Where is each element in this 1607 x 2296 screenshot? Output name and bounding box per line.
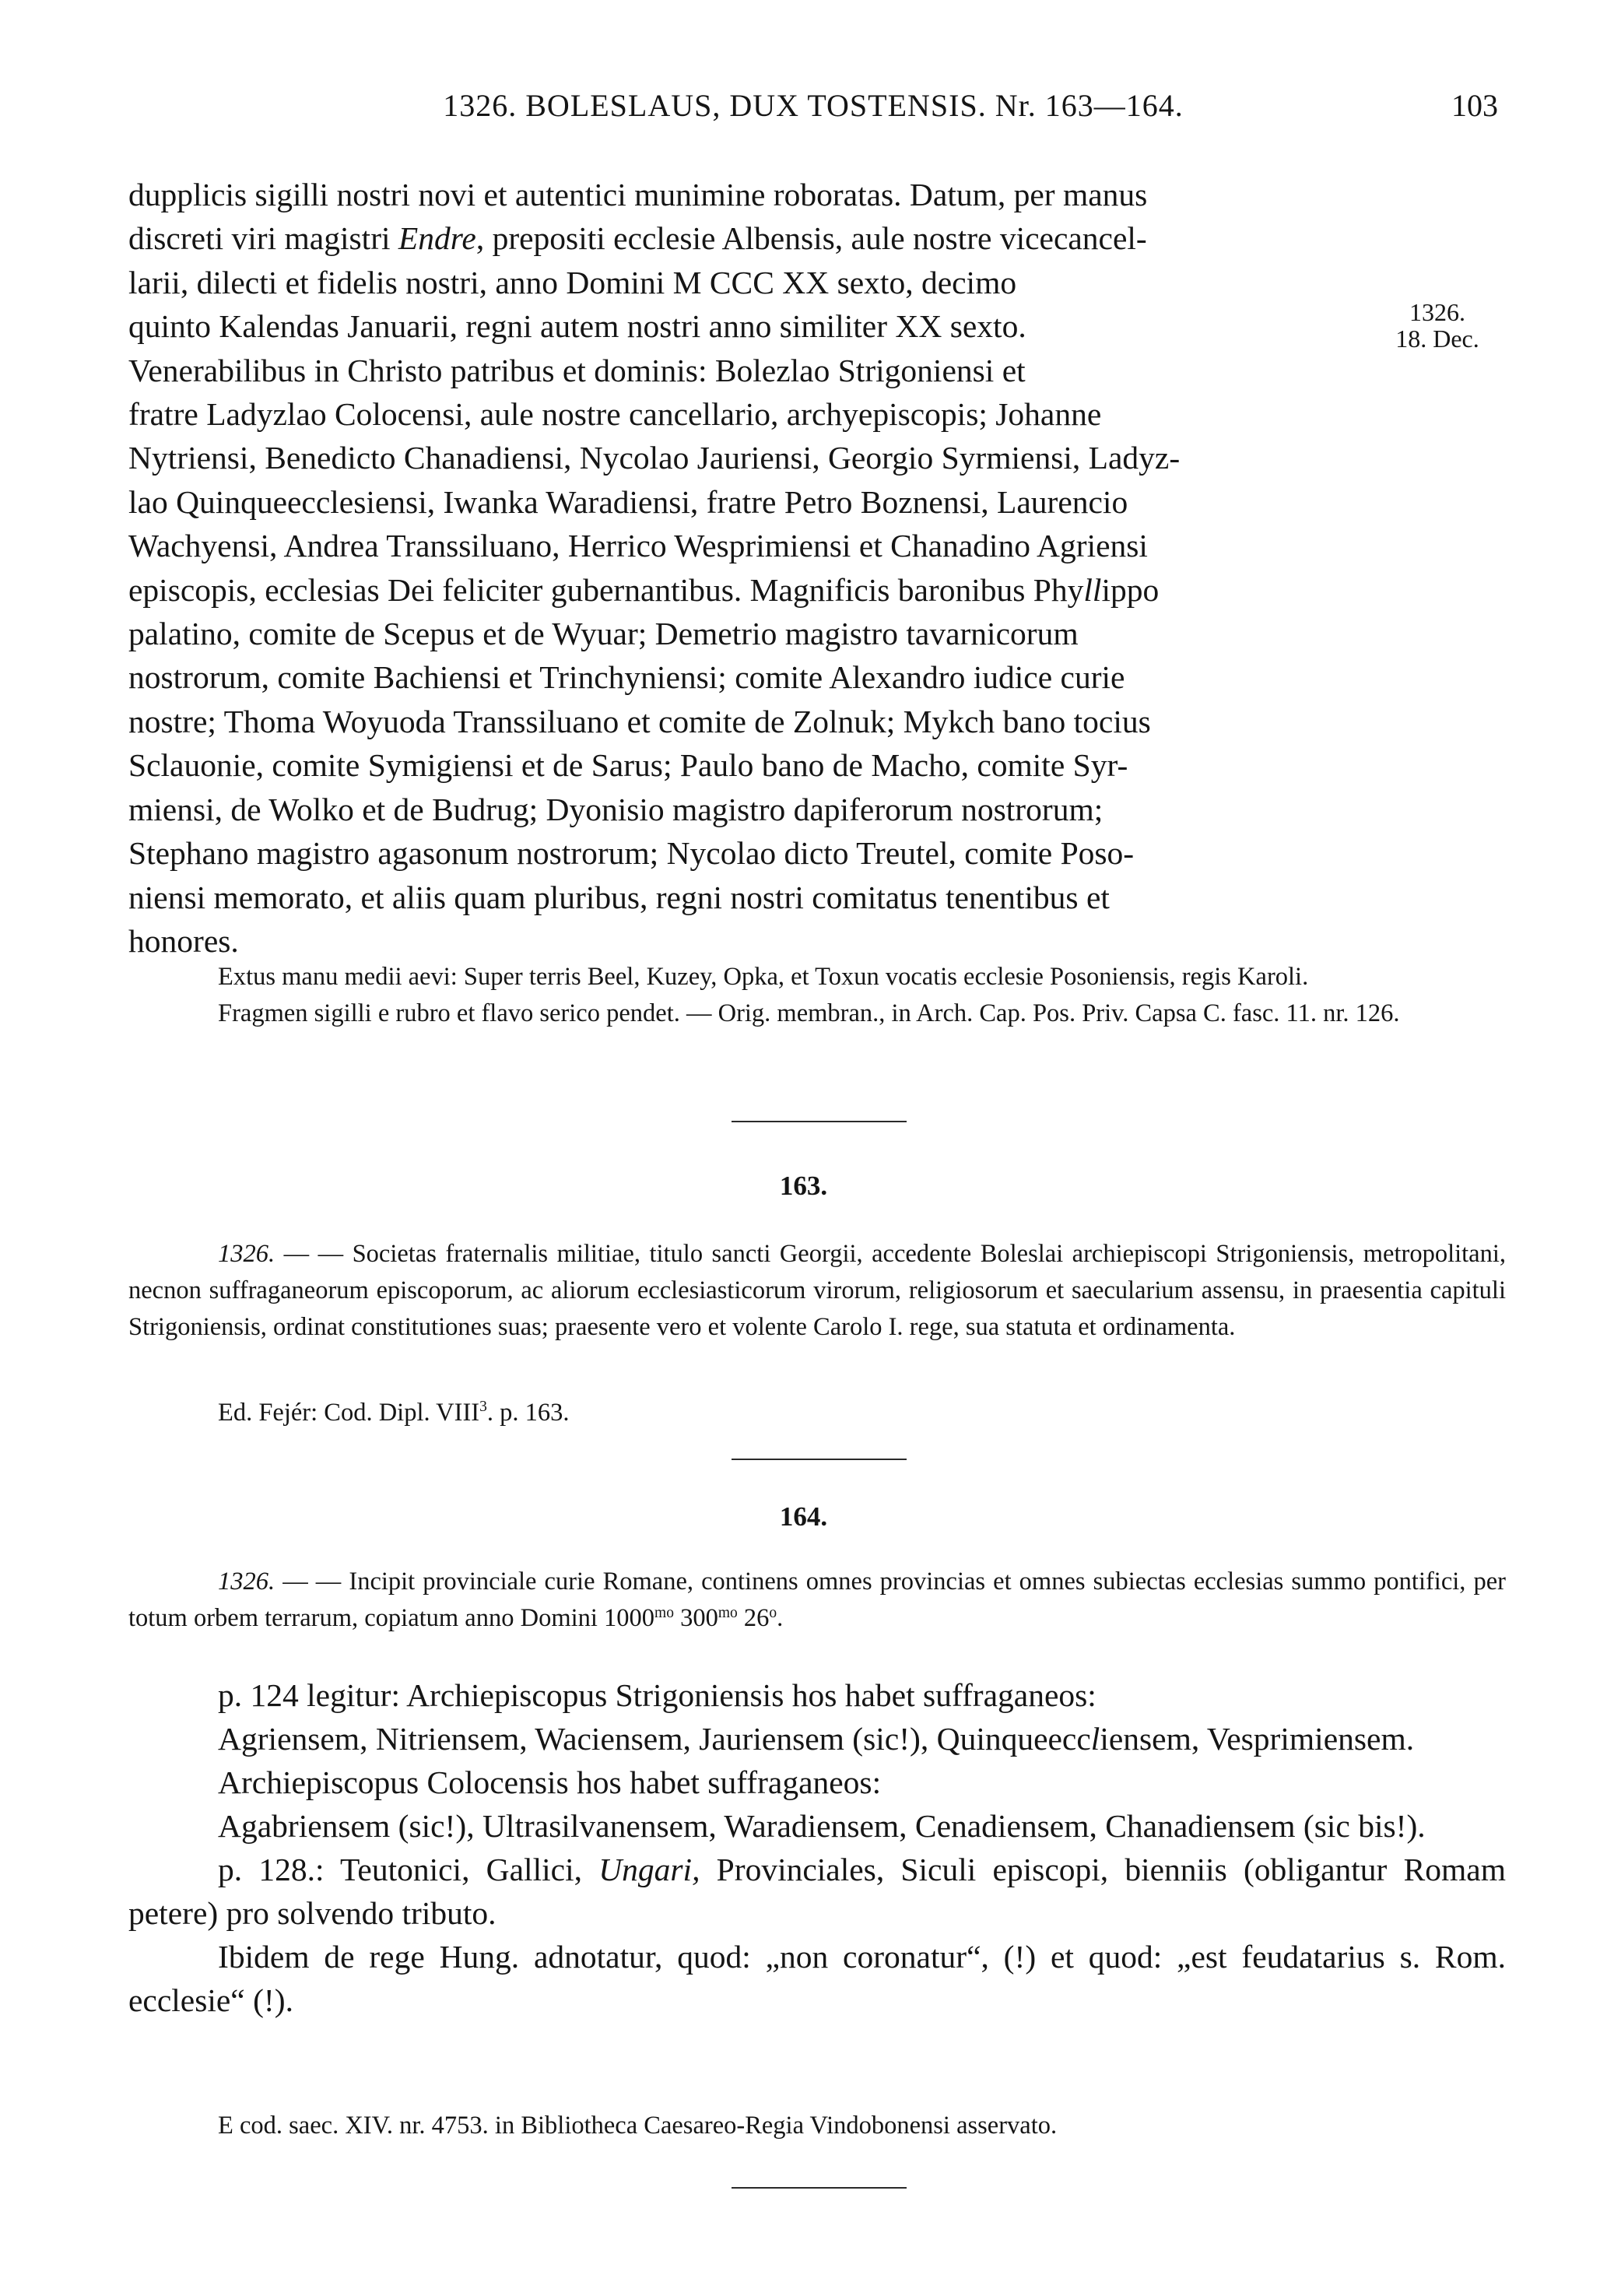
excerpt-line: Agriensem, Nitriensem, Waciensem, Jauriensem (sic!), Quinqueeccliensem, Vesprimiensem. — [218, 1721, 1415, 1757]
running-title: 1326. BOLESLAUS, DUX TOSTENSIS. Nr. 163—164. — [443, 88, 1184, 123]
regest-163: 1326. — — Societas fraternalis militiae, titulo sancti Georgii, accedente Boleslai archiepiscopi Strigoniensis, metropolitani, necnon suffraganeorum episcoporum, ac aliorum ecclesiasticorum virorum, religiosorum et saecularium assensu, in praesentia capituli Strigoniensis, ordinat constitutiones suas; praesente vero et volente Carolo I. rege, sua statuta et ordinamenta. — [128, 1240, 1506, 1341]
edition-163: Ed. Fejér: Cod. Dipl. VIII$^3$. p. 163. — [218, 1399, 570, 1427]
text-line: nostrorum, comite Bachiensi et Trinchyniensi; comite Alexandro iudice curie — [128, 659, 1125, 696]
document-number-164: 164. — [779, 1501, 828, 1532]
text-line: Venerabilibus in Christo patribus et dominis: Bolezlao Strigoniensi et — [128, 352, 1026, 388]
text-line: Nytriensi, Benedicto Chanadiensi, Nycolao Jauriensi, Georgio Syrmiensi, Ladyz- — [128, 440, 1181, 476]
seal-note: Fragmen sigilli e rubro et flavo serico pendet. — Orig. membran., in Arch. Cap. Pos. Priv. Capsa C. fasc. 11. nr. 126. — [218, 999, 1400, 1027]
text-line: niensi memorato, et aliis quam pluribus, regni nostri comitatus tenentibus et — [128, 879, 1110, 915]
regest-date: 1326. — [218, 1240, 275, 1268]
text-line: quinto Kalendas Januarii, regni autem nostri anno similiter XX sexto. — [128, 308, 1026, 345]
source-note-164: E cod. saec. XIV. nr. 4753. in Bibliotheca Caesareo-Regia Vindobonensi asservato. — [218, 2112, 1058, 2140]
page-number: 103 — [1451, 88, 1498, 123]
text-line: honores. — [128, 922, 239, 959]
excerpt-line: p. 124 legitur: Archiepiscopus Strigoniensis hos habet suffraganeos: — [218, 1677, 1096, 1713]
regest-164: 1326. — — Incipit provinciale curie Romane, continens omnes provincias et omnes subiectas ecclesias summo pontifici, per totum orbem terrarum, copiatum anno Domini $1000^{mo}$ $300^{mo}$ 26$^o$. — [128, 1568, 1506, 1632]
margin-date-year: 1326. — [1409, 298, 1465, 326]
excerpt-line: Ibidem de rege Hung. adnotatur, quod: „non coronatur“, (!) et quod: „est feudatarius s. Rom. ecclesie“ (!). — [128, 1939, 1506, 2018]
text-line: fratre Ladyzlao Colocensi, aule nostre cancellario, archyepiscopis; Johanne — [128, 396, 1102, 433]
section-divider — [732, 2187, 907, 2189]
text-line: Sclauonie, comite Symigiensi et de Sarus; Paulo bano de Macho, comite Syr- — [128, 747, 1128, 784]
text-line: larii, dilecti et fidelis nostri, anno Domini M CCC XX sexto, decimo — [128, 264, 1017, 300]
text-line: Wachyensi, Andrea Transsiluano, Herrico Wesprimiensi et Chanadino Agriensi — [128, 528, 1148, 564]
text-line: discreti viri magistri Endre, prepositi ecclesie Albensis, aule nostre vicecancel- — [128, 220, 1147, 257]
text-line: dupplicis sigilli nostri novi et autentici munimine roboratas. Datum, per manus — [128, 177, 1148, 212]
document-number-163: 163. — [779, 1171, 828, 1201]
section-divider — [732, 1459, 907, 1460]
text-line: nostre; Thoma Woyuoda Transsiluano et comite de Zolnuk; Mykch bano tocius — [128, 703, 1151, 739]
charter-text — [128, 173, 1506, 963]
excerpt-line: Archiepiscopus Colocensis hos habet suffraganeos: — [218, 1764, 882, 1800]
text-line: Stephano magistro agasonum nostrorum; Nycolao dicto Treutel, comite Poso- — [128, 835, 1135, 872]
excerpt-line: Agabriensem (sic!), Ultrasilvanensem, Waradiensem, Cenadiensem, Chanadiensem (sic bis!). — [218, 1808, 1426, 1844]
text-line: palatino, comite de Scepus et de Wyuar; Demetrio magistro tavarnicorum — [128, 616, 1079, 652]
charter-notes — [128, 959, 1506, 1032]
text-line: miensi, de Wolko et de Budrug; Dyonisio magistro dapiferorum nostrorum; — [128, 791, 1103, 827]
margin-date-day: 18. Dec. — [1395, 325, 1479, 353]
page-header — [128, 87, 1498, 134]
italic-name: Endre — [398, 220, 476, 257]
regest-date: 1326. — [218, 1568, 275, 1596]
excerpt-line: p. 128.: Teutonici, Gallici, Ungari, Provinciales, Siculi episcopi, bienniis (obligantur Romam petere) pro solvendo tributo. — [128, 1852, 1506, 1931]
text-line: episcopis, ecclesias Dei feliciter gubernantibus. Magnificis baronibus Phyllippo — [128, 571, 1160, 608]
dorsal-note: Extus manu medii aevi: Super terris Beel, Kuzey, Opka, et Toxun vocatis ecclesie Posoniensis, regis Karoli. — [218, 963, 1309, 991]
section-divider — [732, 1121, 907, 1122]
provinciale-excerpt — [128, 1673, 1506, 2022]
text-line: lao Quinqueecclesiensi, Iwanka Waradiensi, fratre Petro Boznensi, Laurencio — [128, 483, 1128, 520]
